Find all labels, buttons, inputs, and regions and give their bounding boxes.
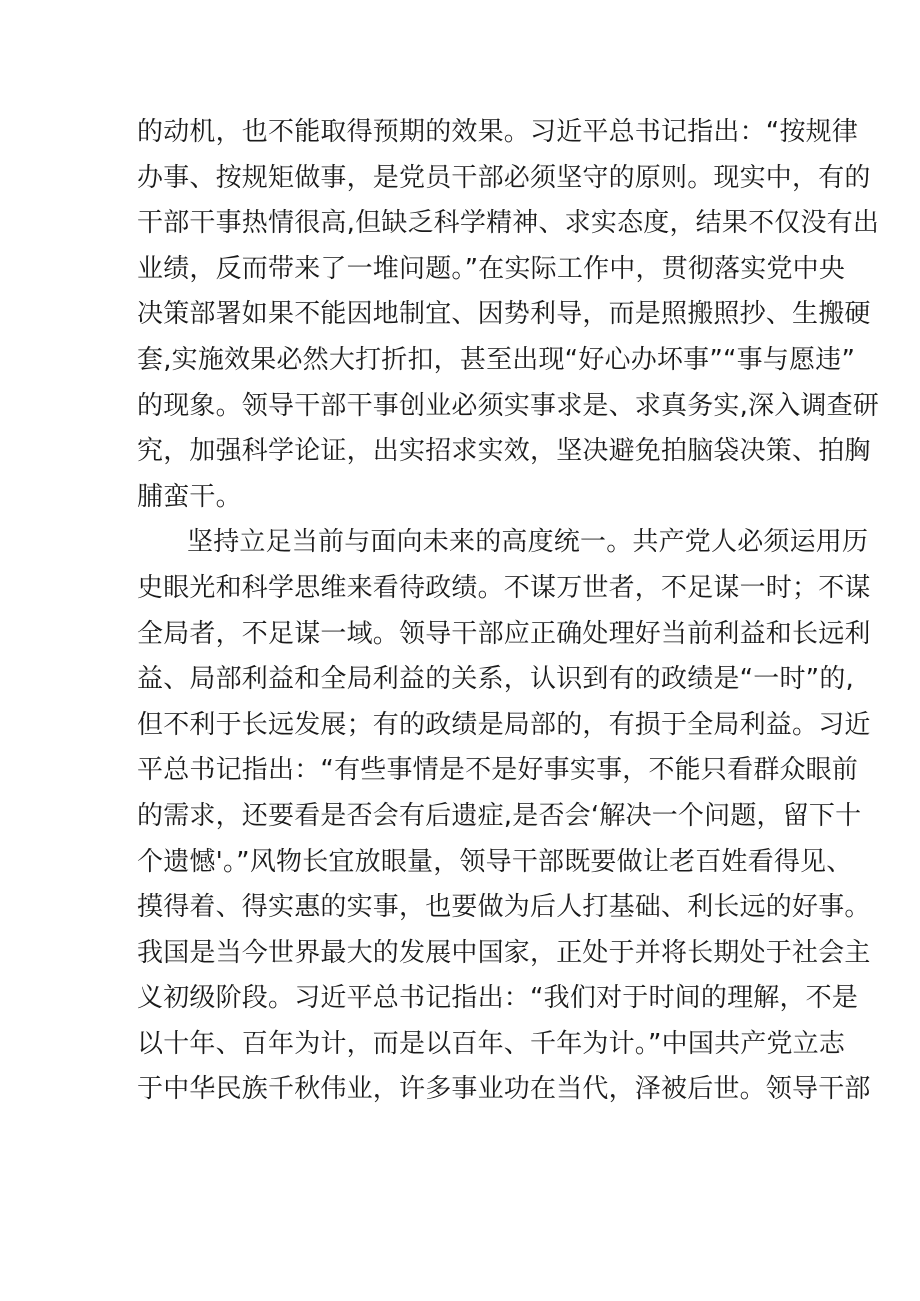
text-line: 套,实施效果必然大打折扣，甚至出现“好心办坏事”“事与愿违” [137, 344, 856, 375]
text-line: 但不利于长远发展；有的政绩是局部的，有损于全局利益。习近 [137, 709, 871, 740]
text-line: 全局者，不足谋一域。领导干部应正确处理好当前利益和长远利 [137, 618, 871, 649]
text-line: 史眼光和科学思维来看待政绩。不谋万世者，不足谋一时；不谋 [137, 572, 871, 603]
text-line: 究，加强科学论证，出实招求实效，坚决避免拍脑袋决策、拍胸 [137, 436, 871, 467]
text-line: 我国是当今世界最大的发展中国家，正处于并将长期处于社会主 [137, 937, 871, 968]
text-line: 的动机，也不能取得预期的效果。习近平总书记指出：“按规律 [137, 117, 859, 147]
text-line: 义初级阶段。习近平总书记指出：“我们对于时间的理解，不是 [137, 983, 859, 1014]
paragraph-2 [137, 520, 871, 1113]
text-line: 平总书记指出：“有些事情是不是好事实事，不能只看群众眼前 [137, 755, 859, 786]
text-line: 个遗憾'。”风物长宜放眼量，领导干部既要做让老百姓看得见、 [137, 846, 853, 877]
text-line: 的现象。领导干部干事创业必须实事求是、求真务实,深入调查研 [137, 390, 880, 421]
text-line: 业绩，反而带来了一堆问题。”在实际工作中，贯彻落实党中央 [137, 253, 846, 284]
text-line: 办事、按规矩做事，是党员干部必须坚守的原则。现实中，有的 [137, 162, 871, 193]
text-line: 以十年、百年为计，而是以百年、千年为计。”中国共产党立志 [137, 1028, 846, 1059]
text-line: 摸得着、得实惠的实事，也要做为后人打基础、利长远的好事。 [137, 892, 871, 923]
text-line: 决策部署如果不能因地制宜、因势利导，而是照搬照抄、生搬硬 [137, 299, 871, 330]
text-line: 坚持立足当前与面向未来的高度统一。共产党人必须运用历 [187, 527, 869, 558]
text-line: 脯蛮干。 [137, 481, 242, 512]
body-text [137, 110, 880, 1113]
text-line: 干部干事热情很高,但缺乏科学精神、求实态度，结果不仅没有出 [137, 208, 880, 239]
paragraph-1 [137, 110, 880, 520]
text-line: 于中华民族千秋伟业，许多事业功在当代，泽被后世。领导干部 [137, 1074, 871, 1105]
text-line: 的需求，还要看是否会有后遗症,是否会‘解决一个问题，留下十 [137, 800, 862, 831]
text-line: 益、局部利益和全局利益的关系，认识到有的政绩是“一时”的, [137, 664, 855, 695]
